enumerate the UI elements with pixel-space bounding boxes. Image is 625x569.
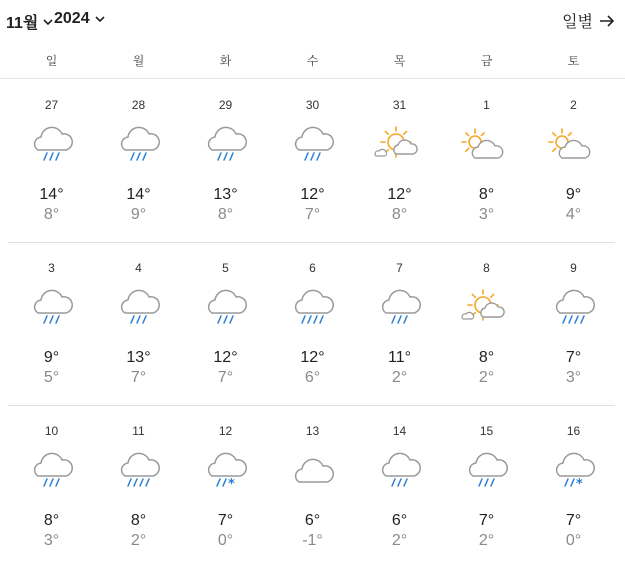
day-cell[interactable] [8, 80, 95, 243]
rain-cloud-icon [26, 450, 76, 492]
day-date: 16 [566, 424, 581, 438]
low-temp: 2° [391, 532, 408, 549]
partly-sunny-icon [548, 124, 598, 166]
day-date: 11 [132, 424, 145, 438]
high-temp: 13° [126, 349, 151, 366]
year-selector[interactable] [54, 10, 106, 28]
low-temp: 6° [304, 369, 321, 386]
calendar-week-row [0, 243, 625, 406]
day-date: 1 [483, 98, 490, 112]
day-cell[interactable] [95, 406, 182, 569]
high-temp: 12° [300, 349, 325, 366]
weekday-label: 일 [45, 54, 58, 68]
day-cell[interactable] [443, 243, 530, 406]
low-temp: -1° [302, 532, 323, 549]
day-cell[interactable] [269, 80, 356, 243]
low-temp: 3° [43, 532, 60, 549]
day-date: 14 [392, 424, 407, 438]
daily-view-link[interactable] [562, 9, 615, 32]
day-date: 29 [218, 98, 233, 112]
high-temp: 14° [126, 186, 151, 203]
day-date: 12 [218, 424, 233, 438]
low-temp: 4° [565, 206, 582, 223]
day-date: 4 [135, 261, 142, 275]
high-temp: 12° [387, 186, 412, 203]
high-temp: 9° [43, 349, 60, 366]
high-temp: 7° [217, 512, 234, 529]
low-temp: 0° [217, 532, 234, 549]
heavy-rain-cloud-icon [113, 450, 163, 492]
day-date: 31 [392, 98, 407, 112]
rain-cloud-icon [374, 287, 424, 329]
low-temp: 7° [304, 206, 321, 223]
day-cell[interactable] [8, 406, 95, 569]
day-date: 7 [396, 261, 403, 275]
sleet-cloud-icon [200, 450, 250, 492]
low-temp: 0° [565, 532, 582, 549]
high-temp: 8° [478, 186, 495, 203]
chevron-down-icon [94, 13, 106, 25]
rain-cloud-icon [374, 450, 424, 492]
high-temp: 8° [130, 512, 147, 529]
high-temp: 12° [213, 349, 238, 366]
rain-cloud-icon [200, 287, 250, 329]
day-date: 13 [305, 424, 320, 438]
high-temp: 7° [565, 512, 582, 529]
svg-text:*: * [228, 477, 235, 492]
low-temp: 2° [130, 532, 147, 549]
arrow-right-icon [599, 14, 615, 28]
heavy-rain-cloud-icon [548, 287, 598, 329]
high-temp: 8° [43, 512, 60, 529]
low-temp: 2° [391, 369, 408, 386]
day-date: 15 [479, 424, 494, 438]
low-temp: 9° [130, 206, 147, 223]
calendar-week-row [0, 80, 625, 243]
high-temp: 12° [300, 186, 325, 203]
month-selector[interactable] [6, 10, 54, 33]
partly-sunny-icon [461, 124, 511, 166]
day-cell[interactable] [530, 243, 617, 406]
high-temp: 7° [565, 349, 582, 366]
day-date: 9 [570, 261, 577, 275]
low-temp: 5° [43, 369, 60, 386]
rain-cloud-icon [287, 124, 337, 166]
day-cell[interactable] [95, 80, 182, 243]
day-date: 2 [570, 98, 577, 112]
high-temp: 6° [391, 512, 408, 529]
year-label: 2024 [54, 10, 90, 27]
day-cell[interactable] [443, 406, 530, 569]
high-temp: 11° [387, 349, 411, 366]
low-temp: 8° [43, 206, 60, 223]
weekday-label: 목 [393, 54, 406, 68]
day-cell[interactable] [530, 80, 617, 243]
weekday-label: 화 [219, 54, 232, 68]
day-date: 5 [222, 261, 229, 275]
weekday-label: 월 [132, 54, 145, 68]
weekday-header [0, 44, 625, 79]
high-temp: 13° [213, 186, 238, 203]
day-date: 6 [309, 261, 316, 275]
svg-text:*: * [576, 477, 583, 492]
high-temp: 14° [39, 186, 64, 203]
day-date: 27 [44, 98, 59, 112]
rain-cloud-icon [26, 287, 76, 329]
low-temp: 3° [565, 369, 582, 386]
cloud-icon [287, 450, 337, 492]
day-date: 28 [131, 98, 146, 112]
high-temp: 7° [478, 512, 495, 529]
low-temp: 8° [391, 206, 408, 223]
low-temp: 7° [130, 369, 147, 386]
sun-cloud-icon [374, 124, 424, 166]
low-temp: 2° [478, 532, 495, 549]
day-cell[interactable] [95, 243, 182, 406]
daily-view-label: 일별 [562, 14, 593, 31]
day-cell[interactable] [443, 80, 530, 243]
high-temp: 8° [478, 349, 495, 366]
low-temp: 3° [478, 206, 495, 223]
sun-cloud-icon [461, 287, 511, 329]
weekday-label: 수 [306, 54, 319, 68]
high-temp: 9° [565, 186, 582, 203]
day-cell[interactable] [182, 80, 269, 243]
day-cell[interactable] [182, 406, 269, 569]
calendar-header [0, 0, 625, 40]
heavy-rain-cloud-icon [287, 287, 337, 329]
calendar-week-row [0, 406, 625, 569]
day-cell[interactable] [530, 406, 617, 569]
rain-cloud-icon [461, 450, 511, 492]
sleet-cloud-icon [548, 450, 598, 492]
month-label: 11월 [6, 15, 39, 32]
low-temp: 7° [217, 369, 234, 386]
rain-cloud-icon [113, 287, 163, 329]
day-cell[interactable] [269, 406, 356, 569]
day-cell[interactable] [269, 243, 356, 406]
weekday-label: 금 [480, 54, 493, 68]
high-temp: 6° [304, 512, 321, 529]
day-date: 10 [44, 424, 59, 438]
rain-cloud-icon [113, 124, 163, 166]
day-cell[interactable] [356, 406, 443, 569]
low-temp: 2° [478, 369, 495, 386]
rain-cloud-icon [26, 124, 76, 166]
day-date: 8 [483, 261, 490, 275]
chevron-down-icon [42, 16, 54, 28]
rain-cloud-icon [200, 124, 250, 166]
low-temp: 8° [217, 206, 234, 223]
day-date: 3 [48, 261, 55, 275]
day-cell[interactable] [356, 243, 443, 406]
day-cell[interactable] [356, 80, 443, 243]
day-cell[interactable] [8, 243, 95, 406]
day-cell[interactable] [182, 243, 269, 406]
day-date: 30 [305, 98, 320, 112]
weekday-label: 토 [567, 54, 580, 68]
